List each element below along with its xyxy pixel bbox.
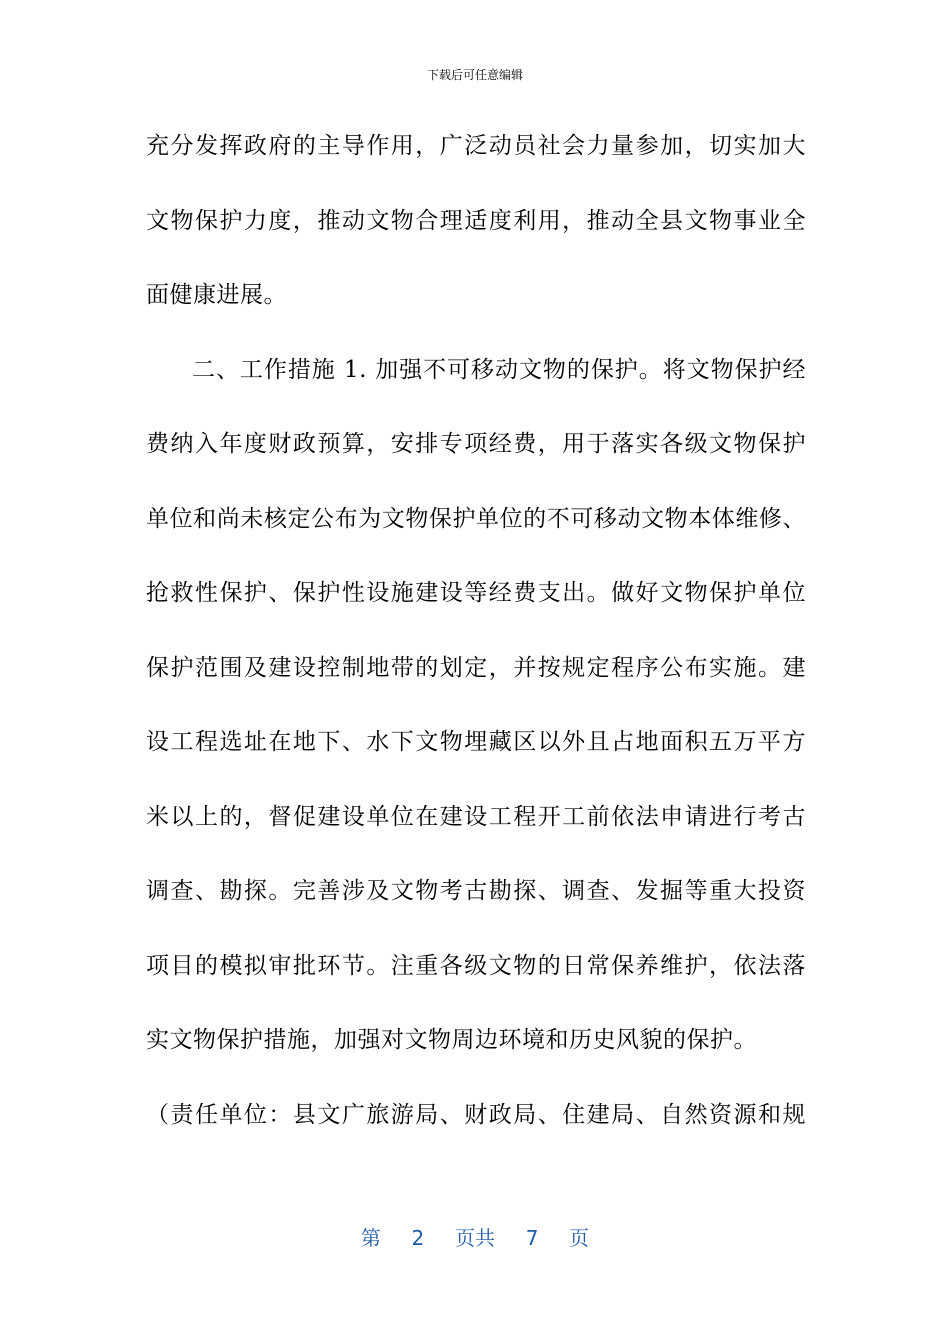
page-number-footer <box>0 1224 950 1252</box>
document-body <box>146 120 806 1163</box>
text-line: 二、工作措施 1. 加强不可移动文物的保护。将文物保护经 <box>192 356 806 383</box>
text-line: 抢救性保护、保护性设施建设等经费支出。做好文物保护单位 <box>146 580 806 606</box>
total-pages-number: 7 <box>525 1226 539 1250</box>
text-line: 实文物保护措施，加强对文物周边环境和历史风貌的保护。 <box>146 1027 757 1053</box>
footer-middle: 页共 <box>455 1226 495 1250</box>
text-line: 保护范围及建设控制地带的划定，并按规定程序公布实施。建 <box>146 654 806 681</box>
text-line: 费纳入年度财政预算，安排专项经费，用于落实各级文物保护 <box>146 431 806 457</box>
text-line: 面健康进展。 <box>146 282 287 308</box>
footer-prefix: 第 <box>360 1226 381 1250</box>
page-header-note: 下载后可任意编辑 <box>426 68 523 82</box>
text-line: 调查、勘探。完善涉及文物考古勘探、调查、发掘等重大投资 <box>146 878 806 904</box>
text-line: 米以上的，督促建设单位在建设工程开工前依法申请进行考古 <box>146 803 806 830</box>
text-line: 设工程选址在地下、水下文物埋藏区以外且占地面积五万平方 <box>146 729 806 755</box>
text-line: 项目的模拟审批环节。注重各级文物的日常保养维护，依法落 <box>146 952 806 979</box>
footer-suffix: 页 <box>569 1226 590 1250</box>
text-line: 文物保护力度，推动文物合理适度利用，推动全县文物事业全 <box>146 207 806 234</box>
text-line: 单位和尚未核定公布为文物保护单位的不可移动文物本体维修、 <box>146 505 806 532</box>
text-line: 充分发挥政府的主导作用，广泛动员社会力量参加，切实加大 <box>146 133 806 159</box>
text-line: （责任单位：县文广旅游局、财政局、住建局、自然资源和规 <box>146 1101 806 1128</box>
current-page-number: 2 <box>411 1226 425 1250</box>
